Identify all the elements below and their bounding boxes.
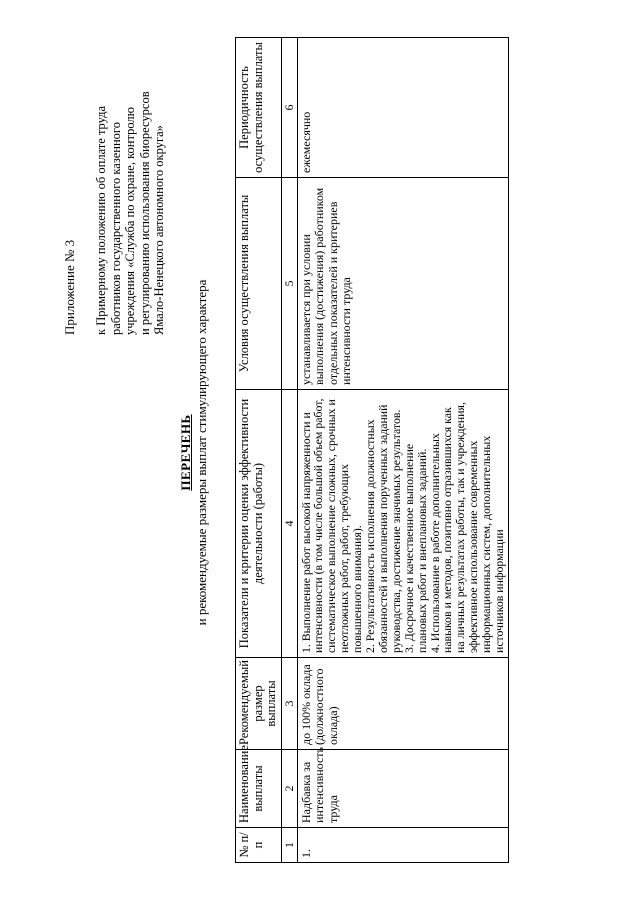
column-number-row	[281, 38, 297, 863]
header-name: Наименование выплаты	[236, 750, 282, 828]
column-number: 1	[281, 828, 297, 863]
row-periodicity: ежемесячно	[297, 38, 509, 178]
table-row	[297, 38, 509, 863]
indicator-item: 3. Досрочное и качественное выполнение плановых работ и внеплановых заданий.	[401, 443, 429, 653]
column-number: 2	[281, 750, 297, 828]
row-indicators	[297, 390, 509, 658]
indicator-item: 2. Результативность исполнения должностных обязанностей и выполнения порученных заданий руководства, достижение значимых результатов.	[363, 404, 403, 653]
column-number: 6	[281, 38, 297, 178]
document-subheading: и рекомендуемые размеры выплат стимулирующего характера	[194, 279, 209, 626]
annex-line: и регулированию использования биоресурсов	[137, 91, 152, 335]
indicator-item: 1. Выполнение работ высокой напряженности и интенсивности (в том числе большой объем работ, систематическое выполнение сложных, срочных и неотложных работ, работ, требующих повышенного внимания).	[298, 398, 365, 653]
header-periodicity: Периодичность осуществления выплаты	[236, 38, 282, 178]
annex-line: к Примерному положению об оплате труда	[94, 105, 108, 335]
annex-line: работников государственного казенного	[108, 121, 123, 335]
column-number: 3	[281, 658, 297, 750]
row-conditions: устанавливается при условии выполнения (достижения) работником отдельных показателей и критериев интенсивности труда	[297, 178, 509, 390]
annex-reference	[94, 35, 167, 335]
row-payment-size: до 100% оклада (должностного оклада)	[297, 658, 509, 750]
header-indicators: Показатели и критерии оценки эффективности деятельности (работы)	[236, 390, 282, 658]
indicator-item: 4. Использование в работе дополнительных навыков и методов, позитивно отразившихся как на личных результатах работы, так и учреждения, эффективное использование современных информационных систем, дополнительных источников информации	[427, 402, 507, 653]
header-size: Рекомендуемый размер выплаты	[236, 658, 282, 750]
table-header-row	[236, 38, 282, 863]
row-number: 1.	[297, 828, 509, 863]
header-number: № п/п	[236, 828, 282, 863]
document-heading: ПЕРЕЧЕНЬ	[178, 414, 193, 491]
header-conditions: Условия осуществления выплаты	[236, 178, 282, 390]
annex-line: Ямало-Ненецкого автономного округа»	[152, 125, 166, 335]
payments-table	[235, 37, 509, 863]
row-payment-name: Надбавка за интенсивность труда	[297, 750, 509, 828]
column-number: 4	[281, 390, 297, 658]
annex-line: учреждения «Служба по охране, контролю	[123, 107, 137, 335]
column-number: 5	[281, 178, 297, 390]
annex-title: Приложение № 3	[62, 239, 77, 335]
